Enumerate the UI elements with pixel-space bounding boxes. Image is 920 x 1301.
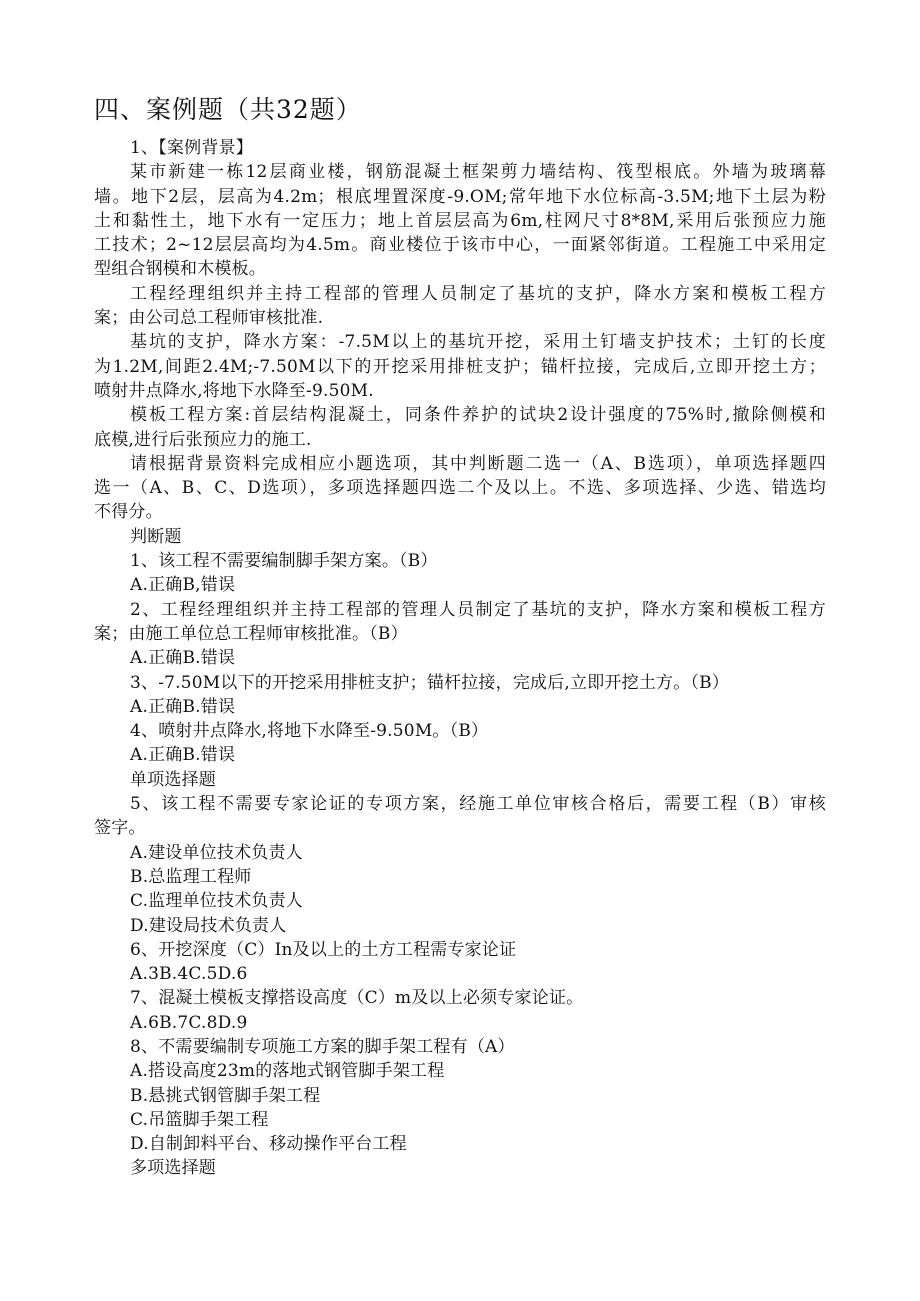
text-line: 工技术；2~12层层高均为4.5m。商业楼位于该市中心，一面紧邻街道。工程施工中采用定 (94, 235, 826, 256)
text-line: B.总监理工程师 (130, 866, 252, 887)
text-line: 型组合钢模和木模板。 (94, 259, 266, 280)
text-line: 底模,进行后张预应力的施工. (94, 429, 312, 450)
text-line: A.3B.4C.5D.6 (130, 964, 248, 985)
text-line: 1、【案例背景】 (130, 138, 253, 158)
text-line: 土和黏性土，地下水有一定压力；地上首层层高为6m,柱网尺寸8*8M,采用后张预应力施 (94, 210, 826, 231)
text-line: D.自制卸料平台、移动操作平台工程 (130, 1134, 407, 1155)
text-line: 墙。地下2层，层高为4.2m；根底埋置深度-9.OM;常年地下水位标高-3.5M;地下土层为粉 (94, 186, 826, 207)
text-line: 基坑的支护，降水方案：-7.5M以上的基坑开挖，采用土钉墙支护技术；土钉的长度 (130, 332, 826, 353)
text-line: 不得分。 (94, 502, 163, 523)
text-line: 签字。 (94, 818, 146, 839)
text-line: D.建设局技术负责人 (130, 915, 287, 936)
text-line: 5、该工程不需要专家论证的专项方案，经施工单位审核合格后，需要工程（B）审核 (130, 794, 826, 815)
text-line: 判断题 (130, 526, 182, 547)
text-line: A.搭设高度23m的落地式钢管脚手架工程 (130, 1061, 445, 1082)
text-line: 6、开挖深度（C）In及以上的土方工程需专家论证 (130, 939, 517, 960)
text-line: 2、工程经理组织并主持工程部的管理人员制定了基坑的支护，降水方案和模板工程方 (130, 599, 826, 620)
text-line: A.正确B.错误 (130, 648, 236, 669)
text-line: 案；由施工单位总工程师审核批准。（B） (94, 623, 408, 644)
text-line: C.监理单位技术负责人 (130, 891, 304, 912)
text-line: 3、-7.50M以下的开挖采用排桩支护；锚杆拉接，完成后,立即开挖土方。（B） (130, 672, 730, 693)
text-line: 多项选择题 (130, 1158, 216, 1179)
text-line: B.悬挑式钢管脚手架工程 (130, 1085, 321, 1106)
text-line: A.正确B.错误 (130, 696, 236, 717)
text-line: 选一（A、B、C、D选项），多项选择题四选二个及以上。不选、多项选择、少选、错选均 (94, 478, 826, 499)
text-line: 单项选择题 (130, 769, 216, 790)
text-line: 某市新建一栋12层商业楼，钢筋混凝土框架剪力墙结构、筏型根底。外墙为玻璃幕 (130, 162, 826, 183)
text-line: 1、该工程不需要编制脚手架方案。（B） (130, 551, 438, 572)
text-line: 模板工程方案:首层结构混凝土，同条件养护的试块2设计强度的75%时,撤除侧模和 (130, 405, 826, 426)
text-line: C.吊篮脚手架工程 (130, 1109, 269, 1130)
document-body (94, 136, 826, 1181)
text-line: 工程经理组织并主持工程部的管理人员制定了基坑的支护，降水方案和模板工程方 (130, 283, 826, 304)
text-line: 7、混凝土模板支撑搭设高度（C）m及以上必须专家论证。 (130, 988, 584, 1009)
text-line: 喷射井点降水,将地下水降至-9.50M. (94, 380, 374, 401)
text-line: 案；由公司总工程师审核批准. (94, 308, 324, 329)
text-line: A.建设单位技术负责人 (130, 842, 303, 863)
text-line: 4、喷射井点降水,将地下水降至-9.50M。（B） (130, 721, 489, 742)
text-line: A.6B.7C.8D.9 (130, 1012, 248, 1033)
section-heading: 四、案例题（共32题） (94, 95, 362, 124)
text-line: 请根据背景资料完成相应小题选项，其中判断题二选一（A、B选项），单项选择题四 (130, 453, 826, 474)
text-line: A.正确B,错误 (130, 575, 236, 596)
text-line: 8、不需要编制专项施工方案的脚手架工程有（A） (130, 1036, 515, 1057)
text-line: 为1.2M,间距2.4M;-7.50M以下的开挖采用排桩支护；锚杆拉接，完成后,立即开挖土方； (94, 356, 826, 377)
text-line: A.正确B.错误 (130, 745, 236, 766)
